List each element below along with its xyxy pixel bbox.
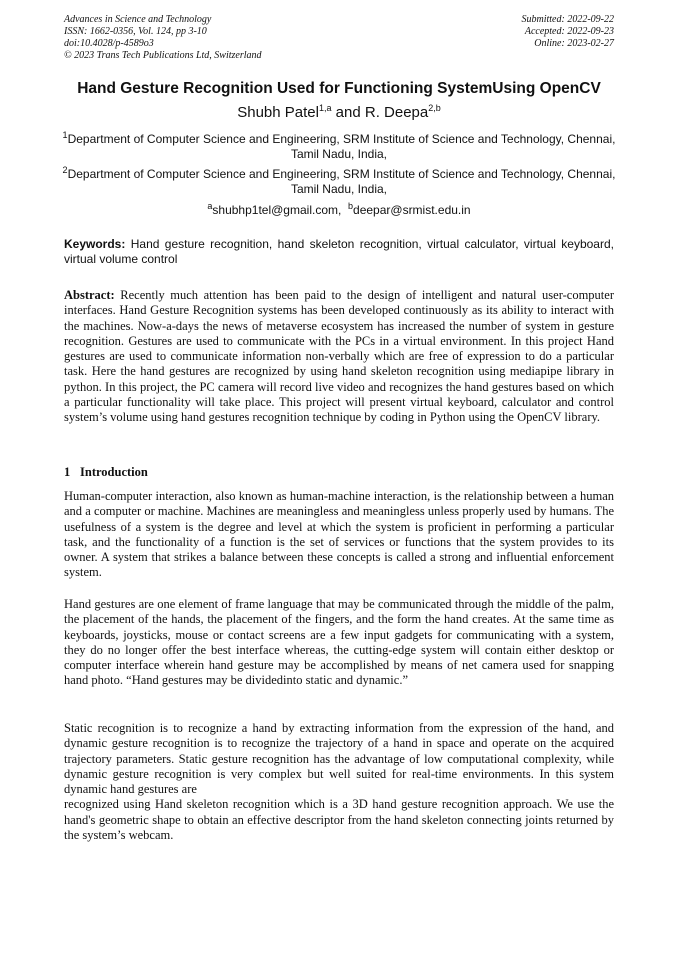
keywords-block xyxy=(64,237,614,267)
online-date: Online: 2023-02-27 xyxy=(534,38,614,49)
journal-name: Advances in Science and Technology xyxy=(64,14,212,25)
section-number: 1 xyxy=(64,465,71,479)
affiliation-1 xyxy=(60,132,618,162)
publication-dates xyxy=(522,14,615,50)
email-address: deepar@srmist.edu.in xyxy=(353,203,471,217)
section-heading-introduction xyxy=(64,465,148,480)
author-affiliation-marker: 2,b xyxy=(428,103,441,113)
affiliation-text: Department of Computer Science and Engineering, SRM Institute of Science and Technology, Chennai, Tamil Nadu, India, xyxy=(67,167,616,196)
keywords-label: Keywords: xyxy=(64,237,126,251)
intro-paragraph-2: Hand gestures are one element of frame language that may be communicated through the middle of the palm, the placement of the hands, the placement of the fingers, and the form the hand creates. At the same time as keyboards, joysticks, mouse or contact screens are a few input gadgets for communicating with a system, they do no longer offer the best interface whereas, the cutting-edge system will contain either desktop or computer interface wherein hand gesture may be accomplished by means of net camera used for snapping hand photo. “Hand gestures may be dividedinto static and dynamic.” xyxy=(64,597,614,688)
journal-info xyxy=(64,14,262,62)
intro-paragraph-3-part-1: Static recognition is to recognize a hand by extracting information from the expression of the hand, and dynamic gesture recognition is to recognize the trajectory of a hand in space and operate on the acquired trajectory parameters. Static gesture recognition has the advantage of low computational complexity, while dynamic gesture recognition is very complex but well suited for real-time environments. In this system dynamic hand gestures are xyxy=(64,721,614,797)
keywords-text: Hand gesture recognition, hand skeleton recognition, virtual calculator, virtual keyboard, virtual volume control xyxy=(64,237,614,266)
email-address: shubhp1tel@gmail.com, xyxy=(212,203,342,217)
author-connector: and xyxy=(331,104,365,121)
author-affiliation-marker: 1,a xyxy=(318,103,332,113)
abstract-block xyxy=(64,288,614,426)
author-line xyxy=(40,104,638,122)
journal-issn: ISSN: 1662-0356, Vol. 124, pp 3-10 xyxy=(64,26,207,37)
affiliation-marker: 1 xyxy=(62,130,68,140)
intro-paragraph-1: Human-computer interaction, also known as human-machine interaction, is the relationship between a human and a computer or machine. Machines are meaningless and meaningless unless properly used by humans. The usefulness of a system is the degree and level at which the system is proficient in performing a particular task, and the functionality of a function is the set of services or functions that the system provides to its owner. A system that strikes a balance between these concepts is called a strong and influential enforcement system. xyxy=(64,489,614,580)
abstract-text: Recently much attention has been paid to the design of intelligent and natural user-computer interfaces. Hand Gesture Recognition systems has been developed continuously as its ability to interact with the machines. Now-a-days the news of metaverse ecosystem has increased the number of system in gesture recognition. Gestures are used to communicate with the PCs in a virtual environment. In this project Hand gestures are used to communicate information non-verbally which are free of expression to do a particular task. Here the hand gestures are recognized by using hand skeleton recognition using mediapipe library in python. In this project, the PC camera will record live video and recognizes the hand gestures based on which a particular functionality will take place. This project will present virtual keyboard, calculator and control system’s volume using hand gestures recognition technique by coding in Python using the OpenCV library. xyxy=(64,288,614,425)
accepted-date: Accepted: 2022-09-23 xyxy=(524,26,614,37)
affiliation-2 xyxy=(60,167,618,197)
section-title: Introduction xyxy=(80,465,148,479)
author-name: Shubh Patel xyxy=(237,104,319,121)
author-emails xyxy=(40,203,638,218)
intro-paragraph-3-part-2: recognized using Hand skeleton recognition which is a 3D hand gesture recognition approach. We use the hand's geometric shape to obtain an effective descriptor from the hand skeleton connecting joints returned by the system’s webcam. xyxy=(64,797,614,843)
journal-copyright: © 2023 Trans Tech Publications Ltd, Switzerland xyxy=(64,50,262,61)
journal-doi: doi:10.4028/p-4589o3 xyxy=(64,38,154,49)
author-name: R. Deepa xyxy=(364,104,429,121)
email-marker: b xyxy=(348,201,354,211)
paper-title: Hand Gesture Recognition Used for Functioning SystemUsing OpenCV xyxy=(77,80,601,97)
affiliation-text: Department of Computer Science and Engineering, SRM Institute of Science and Technology, Chennai, Tamil Nadu, India, xyxy=(67,132,616,161)
abstract-label: Abstract: xyxy=(64,288,115,302)
email-marker: a xyxy=(207,201,213,211)
submitted-date: Submitted: 2022-09-22 xyxy=(521,14,614,25)
affiliation-marker: 2 xyxy=(62,165,68,175)
intro-paragraph-3 xyxy=(64,721,614,843)
